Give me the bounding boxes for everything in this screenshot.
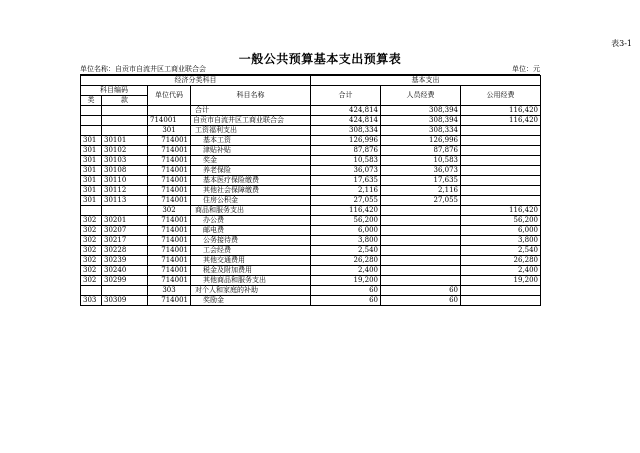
budget-table: [80, 75, 541, 306]
cell-lei: 301: [81, 146, 102, 156]
table-row: [81, 206, 541, 216]
cell-personnel: 36,073: [381, 166, 461, 176]
cell-personnel: [381, 236, 461, 246]
cell-total: 424,814: [311, 106, 381, 116]
cell-unit-code: 714001: [148, 246, 191, 256]
cell-lei: 303: [81, 296, 102, 306]
cell-public: 26,280: [461, 256, 541, 266]
cell-lei: 302: [81, 226, 102, 236]
cell-personnel: 308,394: [381, 116, 461, 126]
cell-lei: [81, 106, 102, 116]
cell-item-name: 合计: [191, 106, 311, 116]
cell-lei: 302: [81, 266, 102, 276]
header-lei: 类: [81, 96, 102, 106]
cell-item-name: 税金及附加费用: [191, 266, 311, 276]
table-number: 表3-1: [611, 39, 632, 48]
table-row: [81, 246, 541, 256]
cell-public: 19,200: [461, 276, 541, 286]
cell-total: 3,800: [311, 236, 381, 246]
cell-personnel: 60: [381, 286, 461, 296]
table-row: [81, 216, 541, 226]
cell-public: [461, 136, 541, 146]
cell-item-name: 商品和服务支出: [191, 206, 311, 216]
cell-public: [461, 126, 541, 136]
cell-lei: 301: [81, 166, 102, 176]
cell-public: 6,000: [461, 226, 541, 236]
cell-lei: 302: [81, 276, 102, 286]
cell-item-name: 对个人和家庭的补助: [191, 286, 311, 296]
cell-item-name: 其他社会保障缴费: [191, 186, 311, 196]
cell-public: [461, 186, 541, 196]
cell-kuan: 30309: [102, 296, 148, 306]
table-row: [81, 226, 541, 236]
cell-personnel: [381, 266, 461, 276]
cell-total: 19,200: [311, 276, 381, 286]
cell-item-name: 养老保险: [191, 166, 311, 176]
cell-unit-code: 714001: [148, 216, 191, 226]
cell-kuan: [102, 206, 148, 216]
cell-public: [461, 176, 541, 186]
table-row: [81, 196, 541, 206]
header-row-2: [81, 86, 541, 96]
cell-lei: [81, 116, 102, 126]
cell-total: 26,280: [311, 256, 381, 266]
cell-kuan: 30201: [102, 216, 148, 226]
cell-personnel: [381, 206, 461, 216]
header-public: 公用经费: [461, 86, 541, 106]
header-row-1: [81, 76, 541, 86]
cell-public: [461, 166, 541, 176]
cell-total: 2,540: [311, 246, 381, 256]
cell-kuan: 30217: [102, 236, 148, 246]
cell-public: 2,400: [461, 266, 541, 276]
cell-unit-code: 714001: [148, 136, 191, 146]
cell-public: 116,420: [461, 206, 541, 216]
cell-lei: 301: [81, 156, 102, 166]
cell-total: 2,400: [311, 266, 381, 276]
cell-kuan: 30112: [102, 186, 148, 196]
table-row: [81, 146, 541, 156]
cell-item-name: 奖金: [191, 156, 311, 166]
cell-item-name: 公务接待费: [191, 236, 311, 246]
cell-lei: 302: [81, 246, 102, 256]
table-row: [81, 116, 541, 126]
cell-unit-code: 714001: [148, 146, 191, 156]
table-row: [81, 286, 541, 296]
table-row: [81, 256, 541, 266]
cell-item-name: 工会经费: [191, 246, 311, 256]
header-personnel: 人员经费: [381, 86, 461, 106]
cell-unit-code: 714001: [148, 276, 191, 286]
cell-unit-code: 303: [148, 286, 191, 296]
cell-kuan: 30108: [102, 166, 148, 176]
cell-total: 10,583: [311, 156, 381, 166]
cell-kuan: 30228: [102, 246, 148, 256]
cell-lei: 302: [81, 256, 102, 266]
cell-lei: 301: [81, 136, 102, 146]
cell-unit-code: 714001: [148, 256, 191, 266]
cell-unit-code: 714001: [148, 186, 191, 196]
cell-public: 116,420: [461, 116, 541, 126]
cell-item-name: 自贡市自流井区工商业联合会: [191, 116, 311, 126]
header-item-name: 科目名称: [191, 86, 311, 106]
header-total: 合计: [311, 86, 381, 106]
cell-item-name: 办公费: [191, 216, 311, 226]
cell-kuan: 30113: [102, 196, 148, 206]
cell-kuan: [102, 106, 148, 116]
cell-lei: 301: [81, 196, 102, 206]
cell-public: [461, 156, 541, 166]
cell-personnel: [381, 246, 461, 256]
cell-item-name: 住房公积金: [191, 196, 311, 206]
cell-personnel: 308,394: [381, 106, 461, 116]
table-row: [81, 266, 541, 276]
cell-item-name: 奖励金: [191, 296, 311, 306]
cell-unit-code: 714001: [148, 116, 191, 126]
cell-personnel: [381, 226, 461, 236]
cell-unit-code: 714001: [148, 156, 191, 166]
table-row: [81, 126, 541, 136]
cell-total: 27,055: [311, 196, 381, 206]
cell-lei: 301: [81, 186, 102, 196]
cell-item-name: 其他交通费用: [191, 256, 311, 266]
cell-public: [461, 146, 541, 156]
cell-personnel: 87,876: [381, 146, 461, 156]
cell-item-name: 基本医疗保险缴费: [191, 176, 311, 186]
cell-kuan: 30110: [102, 176, 148, 186]
cell-kuan: [102, 126, 148, 136]
cell-personnel: 60: [381, 296, 461, 306]
cell-kuan: 30299: [102, 276, 148, 286]
cell-item-name: 基本工资: [191, 136, 311, 146]
cell-unit-code: 714001: [148, 266, 191, 276]
cell-total: 2,116: [311, 186, 381, 196]
cell-kuan: [102, 286, 148, 296]
cell-total: 308,334: [311, 126, 381, 136]
cell-total: 60: [311, 286, 381, 296]
header-unit-code: 单位代码: [148, 86, 191, 106]
cell-kuan: 30102: [102, 146, 148, 156]
cell-personnel: 126,996: [381, 136, 461, 146]
cell-personnel: [381, 276, 461, 286]
header-basic-group: 基本支出: [311, 76, 541, 86]
cell-unit-code: 301: [148, 126, 191, 136]
cell-total: 87,876: [311, 146, 381, 156]
cell-kuan: 30240: [102, 266, 148, 276]
cell-personnel: 308,334: [381, 126, 461, 136]
cell-total: 17,635: [311, 176, 381, 186]
table-row: [81, 156, 541, 166]
unit-info-line: [80, 64, 540, 75]
cell-lei: [81, 126, 102, 136]
currency-unit: 单位：元: [512, 65, 540, 73]
cell-unit-code: 714001: [148, 166, 191, 176]
cell-unit-code: 714001: [148, 226, 191, 236]
cell-unit-code: 714001: [148, 176, 191, 186]
cell-lei: [81, 206, 102, 216]
cell-unit-code: 714001: [148, 196, 191, 206]
cell-total: 126,996: [311, 136, 381, 146]
cell-personnel: 10,583: [381, 156, 461, 166]
page-title: 一般公共预算基本支出预算表: [238, 52, 402, 66]
cell-item-name: 津贴补贴: [191, 146, 311, 156]
cell-item-name: 其他商品和服务支出: [191, 276, 311, 286]
cell-public: 3,800: [461, 236, 541, 246]
cell-kuan: 30207: [102, 226, 148, 236]
cell-public: 2,540: [461, 246, 541, 256]
cell-lei: [81, 286, 102, 296]
cell-unit-code: 714001: [148, 236, 191, 246]
cell-kuan: [102, 116, 148, 126]
header-code-group: 科目编码: [81, 86, 148, 96]
cell-personnel: 27,055: [381, 196, 461, 206]
cell-unit-code: 302: [148, 206, 191, 216]
table-row: [81, 176, 541, 186]
cell-item-name: 邮电费: [191, 226, 311, 236]
table-row: [81, 136, 541, 146]
cell-unit-code: 714001: [148, 296, 191, 306]
table-row: [81, 186, 541, 196]
cell-public: 116,420: [461, 106, 541, 116]
table-row: [81, 276, 541, 286]
table-row: [81, 166, 541, 176]
header-kuan: 款: [102, 96, 148, 106]
cell-total: 6,000: [311, 226, 381, 236]
table-row: [81, 106, 541, 116]
cell-public: [461, 296, 541, 306]
cell-personnel: 2,116: [381, 186, 461, 196]
cell-public: 56,200: [461, 216, 541, 226]
cell-total: 116,420: [311, 206, 381, 216]
cell-total: 424,814: [311, 116, 381, 126]
cell-total: 56,200: [311, 216, 381, 226]
cell-public: [461, 196, 541, 206]
table-row: [81, 236, 541, 246]
cell-personnel: 17,635: [381, 176, 461, 186]
cell-public: [461, 286, 541, 296]
cell-lei: 302: [81, 216, 102, 226]
cell-unit-code: [148, 106, 191, 116]
cell-lei: 302: [81, 236, 102, 246]
table-row: [81, 296, 541, 306]
unit-name: 单位名称：自贡市自流井区工商业联合会: [80, 65, 206, 73]
cell-personnel: [381, 256, 461, 266]
cell-item-name: 工资福利支出: [191, 126, 311, 136]
cell-personnel: [381, 216, 461, 226]
cell-total: 36,073: [311, 166, 381, 176]
cell-kuan: 30101: [102, 136, 148, 146]
cell-total: 60: [311, 296, 381, 306]
cell-lei: 301: [81, 176, 102, 186]
cell-kuan: 30239: [102, 256, 148, 266]
cell-kuan: 30103: [102, 156, 148, 166]
header-class-group: 经济分类科目: [81, 76, 311, 86]
